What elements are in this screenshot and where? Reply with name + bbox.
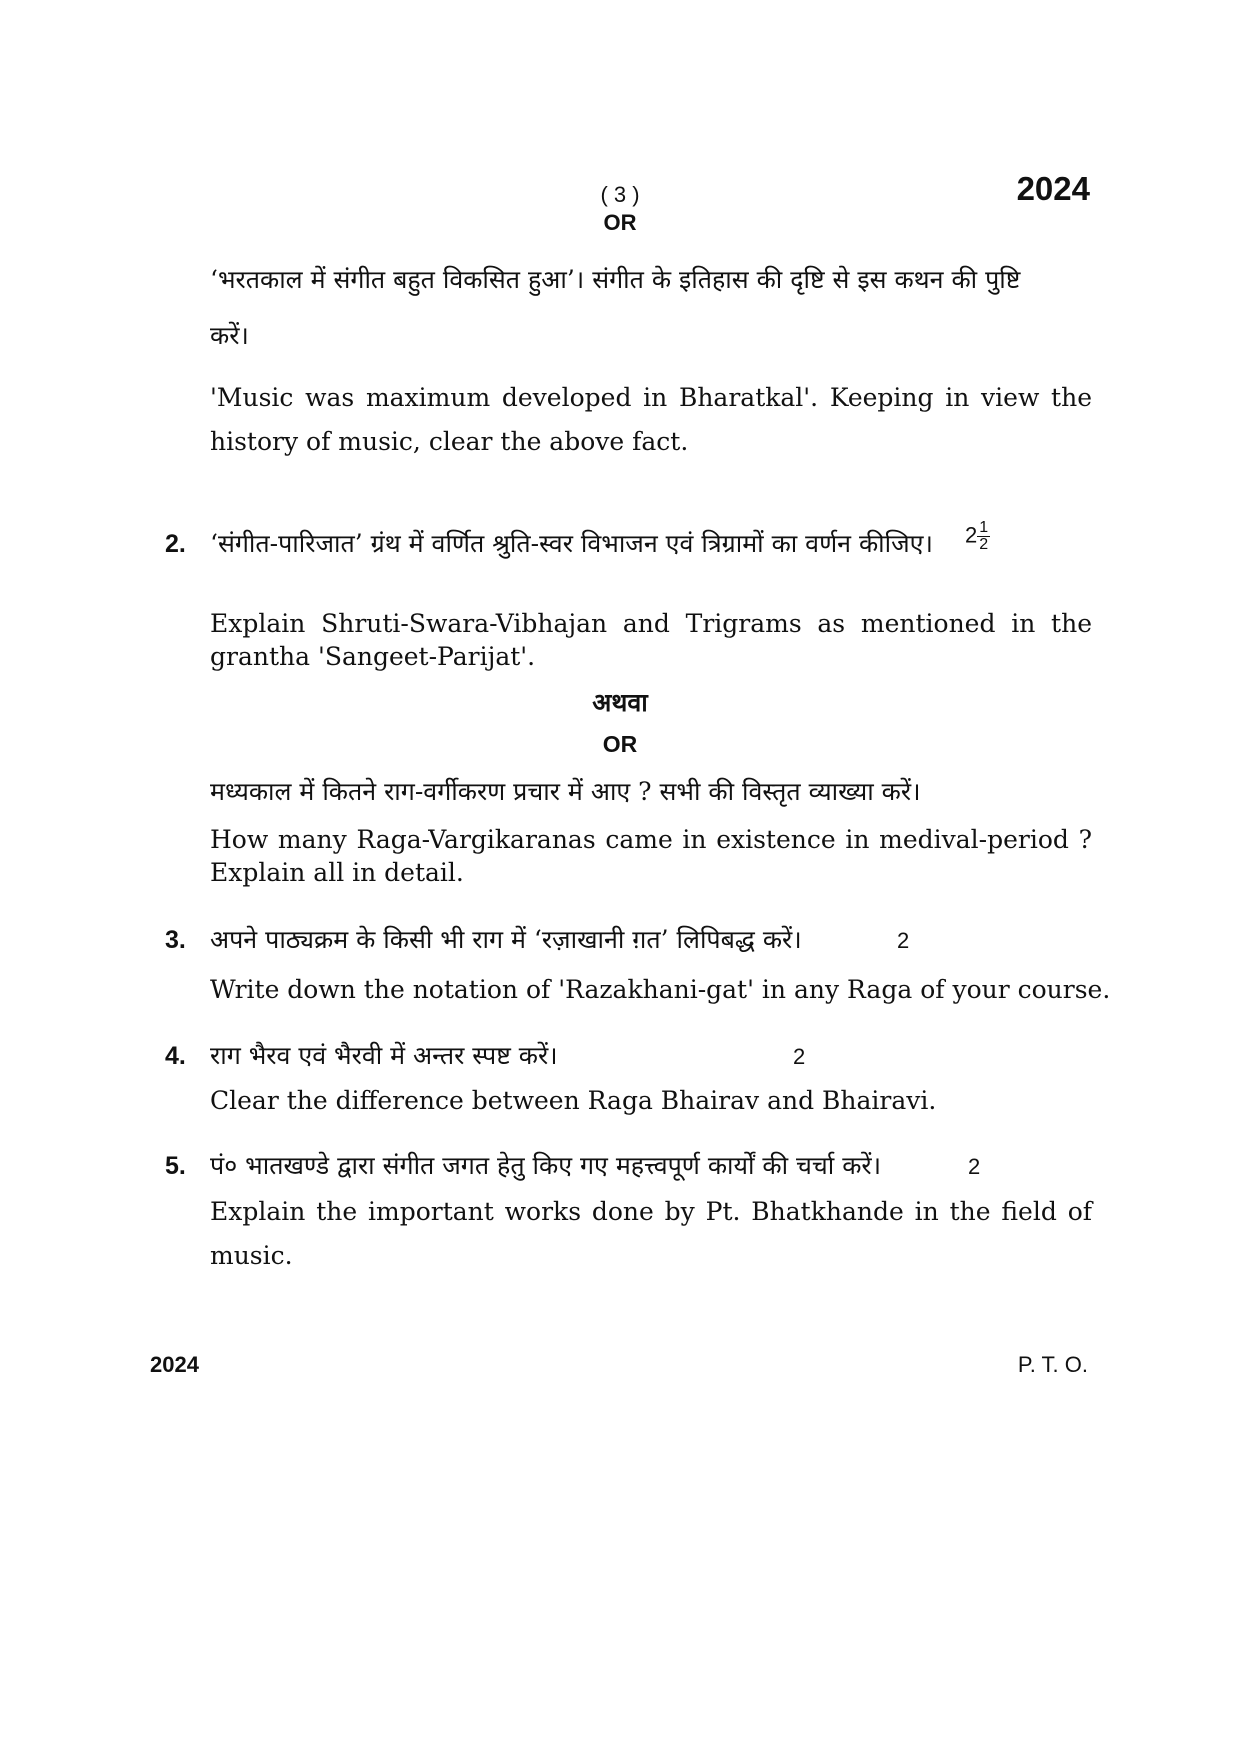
question-number-2: 2. xyxy=(165,530,186,558)
q2-marks-whole: 2 xyxy=(965,522,978,548)
q3-english: Write down the notation of 'Razakhani-gat' in any Raga of your course. xyxy=(210,975,1111,1004)
q2-marks xyxy=(965,520,990,553)
header-year: 2024 xyxy=(1016,170,1090,207)
q2-marks-fraction xyxy=(977,520,990,553)
q3-marks: 2 xyxy=(897,928,910,953)
footer-year: 2024 xyxy=(150,1352,199,1377)
pto-label: P. T. O. xyxy=(1017,1352,1088,1377)
question-number-5: 5. xyxy=(165,1152,186,1180)
q2-english-line1: Explain Shruti-Swara-Vibhajan and Trigrams as mentioned in the xyxy=(210,609,1092,638)
q5-marks: 2 xyxy=(968,1154,981,1179)
question-number-3: 3. xyxy=(165,926,186,954)
or-label-top: OR xyxy=(603,210,637,235)
q2-marks-numerator: 1 xyxy=(979,519,989,536)
q2-english-line2: grantha 'Sangeet-Parijat'. xyxy=(210,642,536,671)
question-number-4: 4. xyxy=(165,1042,186,1070)
q2-alt-english-line1: How many Raga-Vargikaranas came in existence in medival-period ? xyxy=(210,825,1092,854)
q2-or-label: OR xyxy=(602,731,638,757)
q4-hindi: राग भैरव एवं भैरवी में अन्तर स्पष्ट करें। xyxy=(210,1041,558,1070)
q3-hindi: अपने पाठ्यक्रम के किसी भी राग में ‘रज़ाखानी ग़त’ लिपिबद्ध करें। xyxy=(210,925,802,954)
q2-alt-hindi: मध्यकाल में कितने राग-वर्गीकरण प्रचार में आए ? सभी की विस्तृत व्याख्या करें। xyxy=(210,777,921,806)
q1-or-english-line2: history of music, clear the above fact. xyxy=(210,427,689,456)
q2-marks-denominator: 2 xyxy=(979,536,989,553)
q1-or-english-line1: 'Music was maximum developed in Bharatkal'. Keeping in view the xyxy=(210,383,1092,412)
q4-marks: 2 xyxy=(793,1044,806,1069)
q5-english-line1: Explain the important works done by Pt. Bhatkhande in the field of xyxy=(210,1197,1092,1226)
page-number: ( 3 ) xyxy=(600,182,640,207)
q5-english-line2: music. xyxy=(210,1241,293,1270)
q5-hindi: पं० भातखण्डे द्वारा संगीत जगत हेतु किए गए महत्त्वपूर्ण कार्यों की चर्चा करें। xyxy=(210,1151,882,1180)
q2-hindi: ‘संगीत-पारिजात’ ग्रंथ में वर्णित श्रुति-स्वर विभाजन एवं त्रिग्रामों का वर्णन कीजिए। xyxy=(210,529,933,558)
q1-or-hindi-line2: करें। xyxy=(210,321,249,350)
q4-english: Clear the difference between Raga Bhairav and Bhairavi. xyxy=(210,1086,937,1115)
q1-or-hindi-line1: ‘भरतकाल में संगीत बहुत विकसित हुआ’। संगीत के इतिहास की दृष्टि से इस कथन की पुष्टि xyxy=(210,265,1021,294)
q2-alt-english-line2: Explain all in detail. xyxy=(210,858,464,887)
athva-label: अथवा xyxy=(592,688,648,717)
